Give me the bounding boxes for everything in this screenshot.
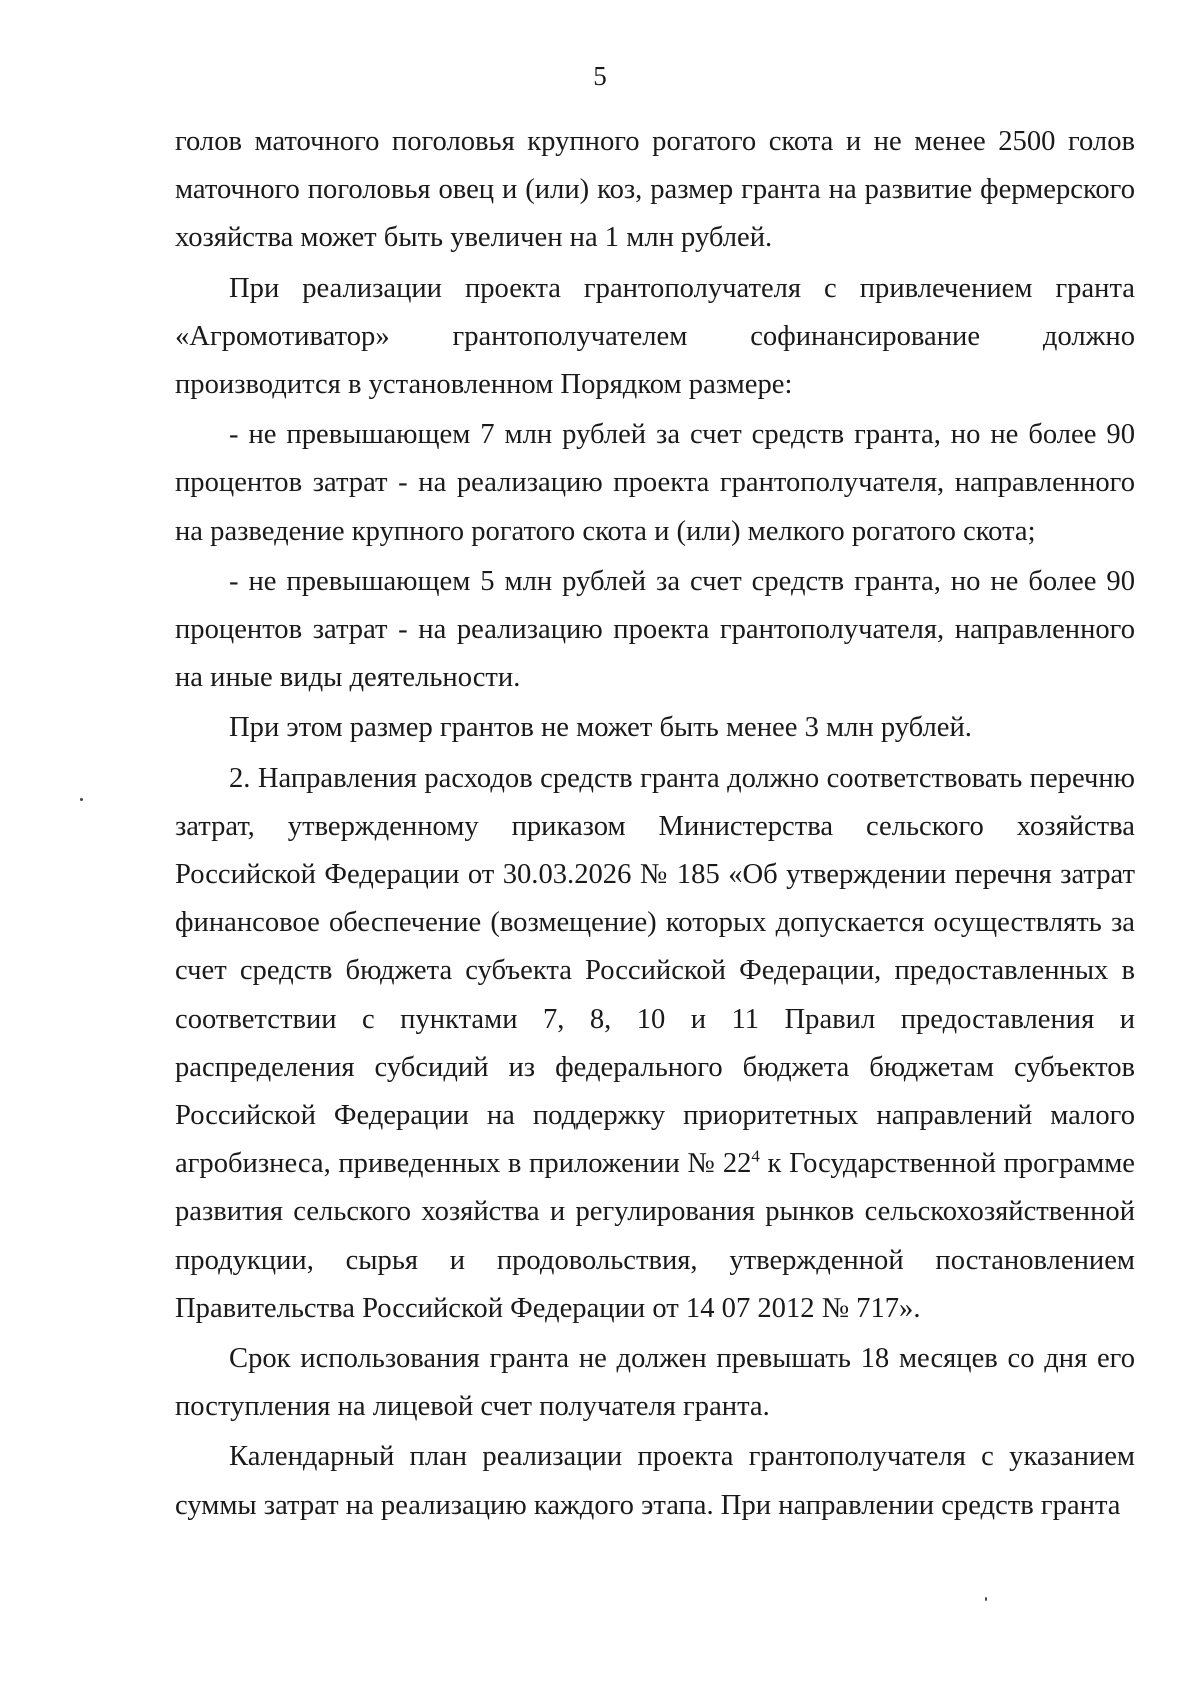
paragraph-agromotivator: При реализации проекта грантополучателя с привлечением гранта «Агромотиватор» грантополучателем софинансирование должно производится в установленном Порядком размере: [175, 272, 1135, 401]
paragraph-grant-term: Срок использования гранта не должен превышать 18 месяцев со дня его поступления на лицевой счет получателя гранта. [175, 1343, 1135, 1423]
scan-speck [985, 1597, 987, 1601]
expense-directions-text-continued: к Государственной программе развития сельского хозяйства и регулирования рынков сельскохозяйственной продукции, сырья и продовольствия, утвержденной постановлением Правительства Российской Федерации от 14 07 2012 № 717». [175, 1148, 1135, 1324]
expense-directions-text: 2. Направления расходов средств гранта должно соответствовать перечню затрат, утвержденному приказом Министерства сельского хозяйства Российской Федерации от 30.03.2026 № 185 «Об утверждении перечня затрат финансовое обеспечение (возмещение) которых допускается осуществлять за счет средств бюджета субъекта Российской Федерации, предоставленных в соответствии с пунктами 7, 8, 10 и 11 Правил предоставления и распределения субсидий из федерального бюджета бюджетам субъектов Российской Федерации на поддержку приоритетных направлений малого агробизнеса, приведенных в приложении № 22 [175, 762, 1135, 1180]
paragraph-cattle-limit: - не превышающем 7 млн рублей за счет средств гранта, но не более 90 процентов затрат - на реализацию проекта грантополучателя, направленного на разведение крупного рогатого скота и (или) мелкого рогатого скота; [175, 419, 1135, 547]
document-body [175, 118, 1135, 1530]
paragraph-expense-directions [175, 755, 1135, 1333]
paragraph-herd-size: голов маточного поголовья крупного рогатого скота и не менее 2500 голов маточного поголовья овец и (или) коз, размер гранта на развитие фермерского хозяйства может быть увеличен на 1 млн рублей. [175, 126, 1135, 254]
paragraph-min-grant: При этом размер грантов не может быть менее 3 млн рублей. [229, 712, 972, 744]
paragraph-calendar-plan: Календарный план реализации проекта грантополучателя с указанием суммы затрат на реализацию каждого этапа. При направлении средств гранта [175, 1441, 1135, 1521]
paragraph-other-activities-limit: - не превышающем 5 млн рублей за счет средств гранта, но не более 90 процентов затрат - на реализацию проекта грантополучателя, направленного на иные виды деятельности. [175, 565, 1135, 694]
page-number: 5 [593, 61, 607, 91]
appendix-superscript: 4 [751, 1146, 760, 1166]
scan-speck [80, 798, 83, 801]
